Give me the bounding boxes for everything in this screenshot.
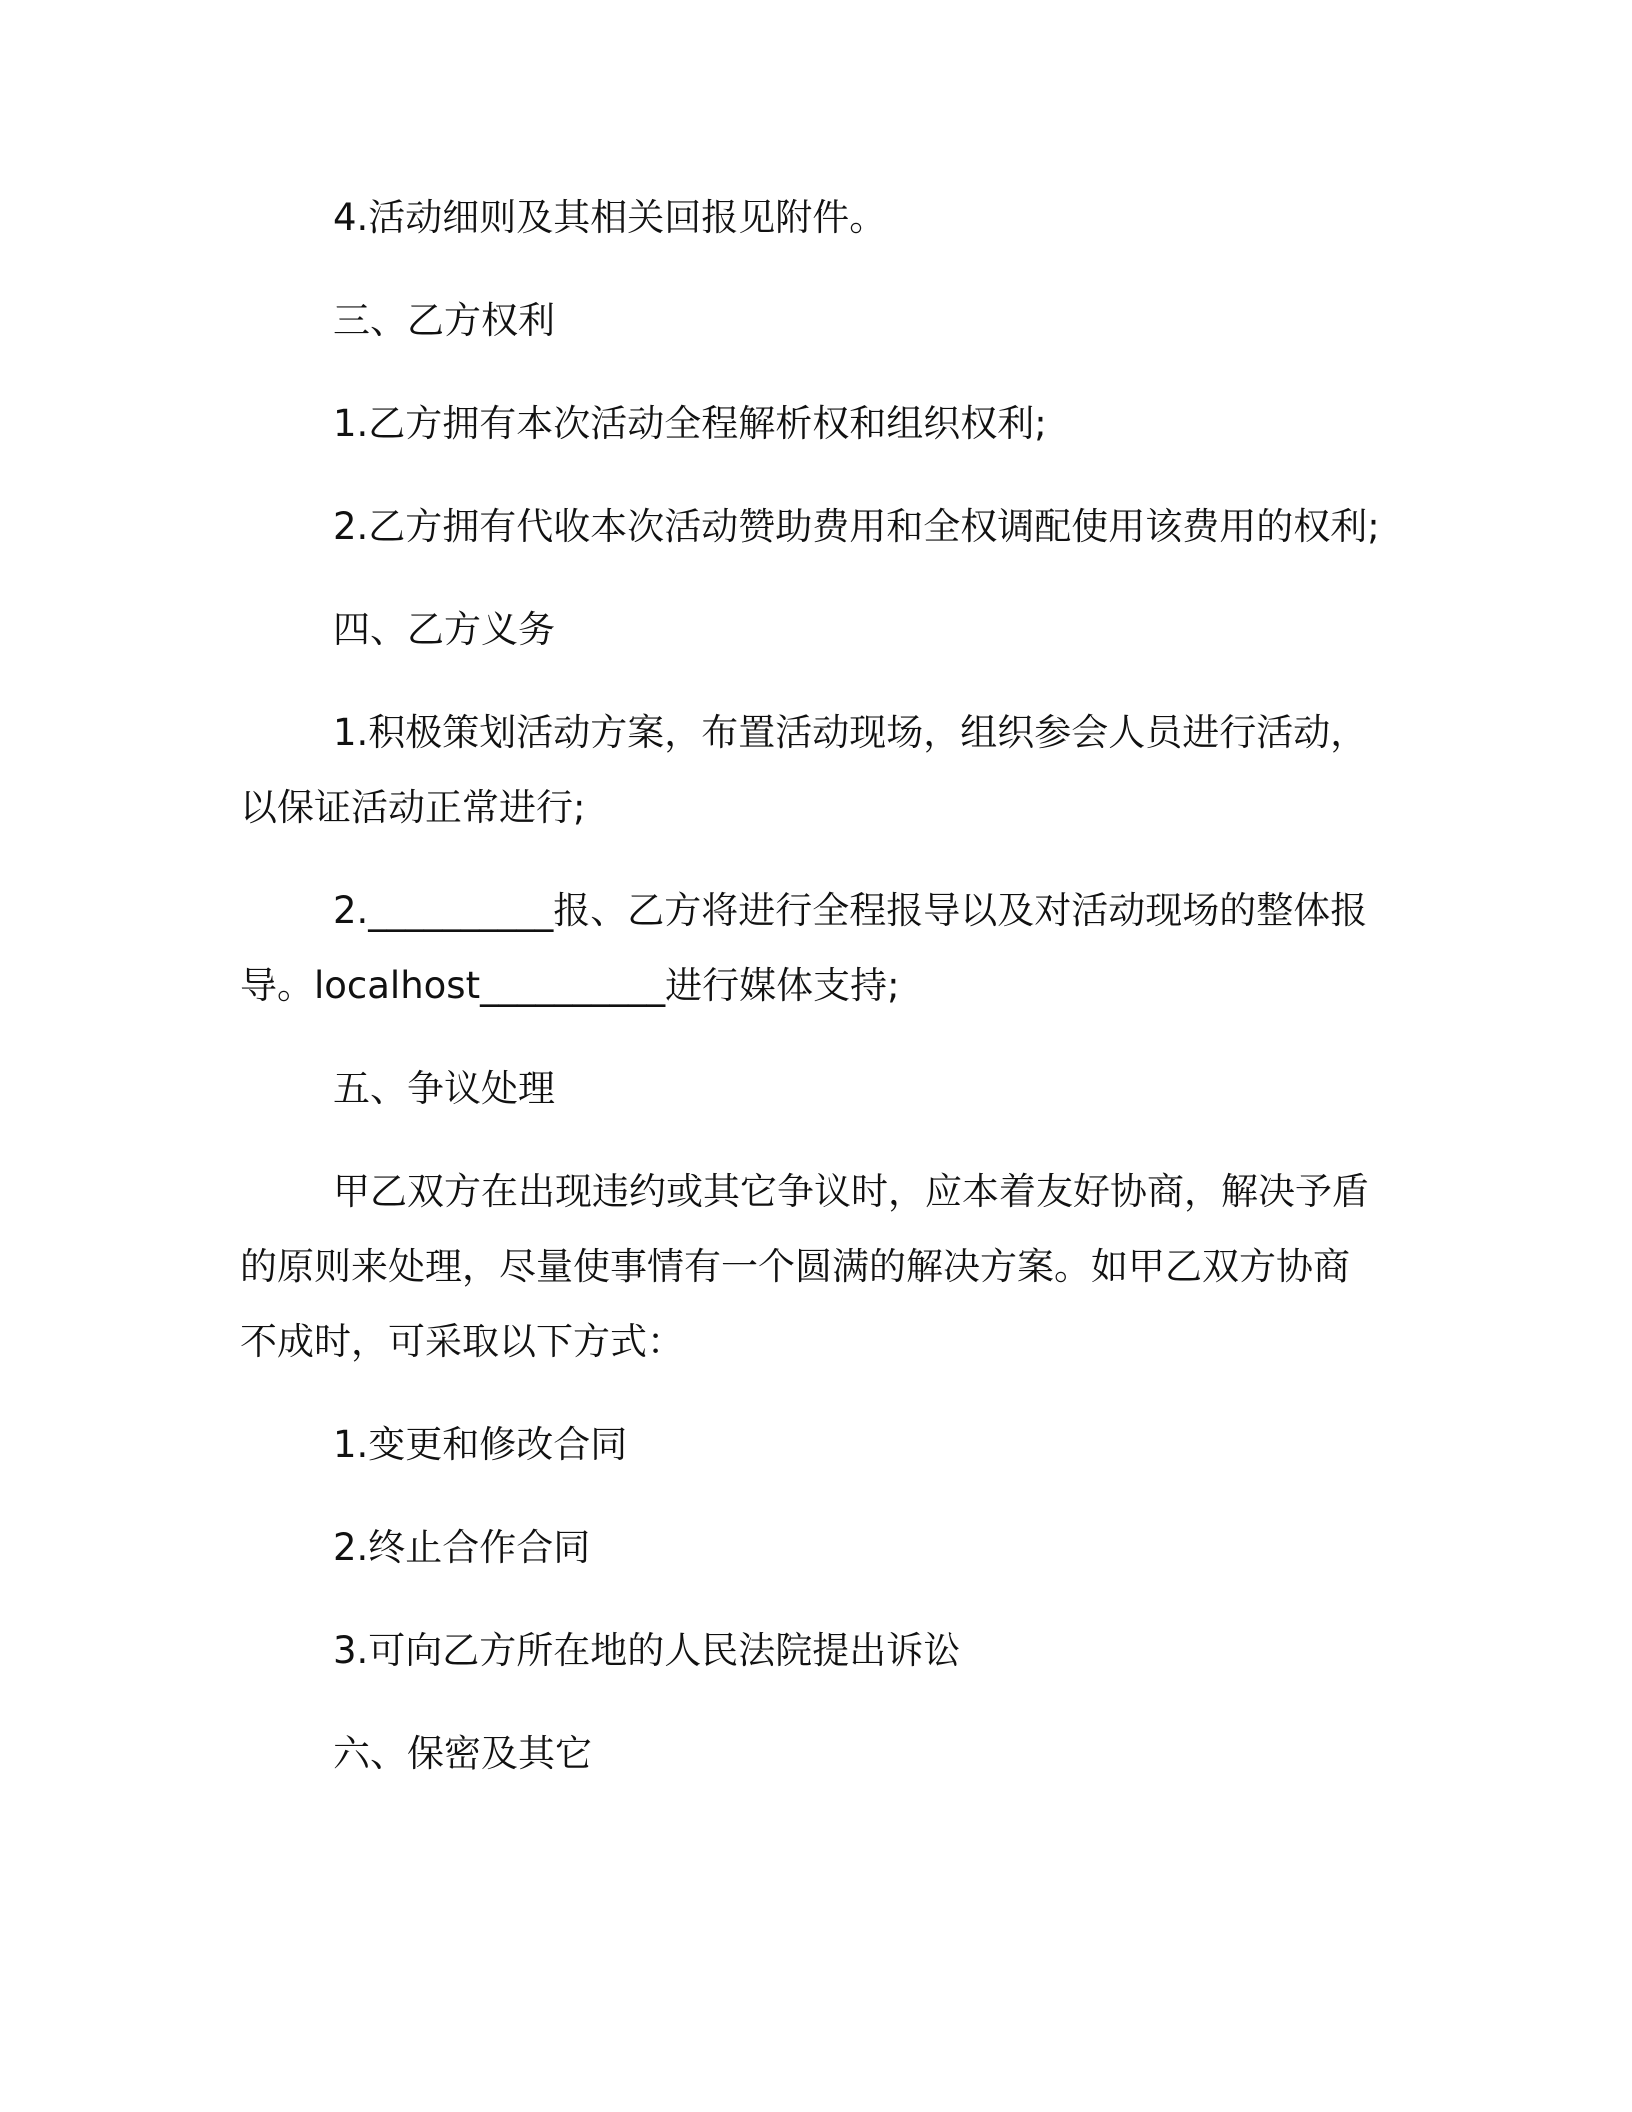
paragraph-line-continuation: 的原则来处理，尽量使事情有一个圆满的解决方案。如甲乙双方协商 bbox=[240, 1245, 1350, 1288]
clause-line: 2.终止合作合同 bbox=[333, 1526, 591, 1569]
clause-line: 2.__________报、乙方将进行全程报导以及对活动现场的整体报 bbox=[333, 889, 1368, 932]
section-heading: 六、保密及其它 bbox=[333, 1732, 592, 1775]
clause-line: 1.乙方拥有本次活动全程解析权和组织权利; bbox=[333, 402, 1047, 445]
clause-line: 4.活动细则及其相关回报见附件。 bbox=[333, 196, 887, 239]
section-heading: 五、争议处理 bbox=[333, 1067, 555, 1110]
clause-line: 2.乙方拥有代收本次活动赞助费用和全权调配使用该费用的权利; bbox=[333, 505, 1380, 548]
clause-line: 3.可向乙方所在地的人民法院提出诉讼 bbox=[333, 1629, 961, 1672]
paragraph-line: 甲乙双方在出现违约或其它争议时，应本着友好协商，解决予盾 bbox=[333, 1170, 1369, 1213]
section-heading: 四、乙方义务 bbox=[333, 608, 555, 651]
section-heading: 三、乙方权利 bbox=[333, 299, 555, 342]
clause-line: 1.积极策划活动方案，布置活动现场，组织参会人员进行活动， bbox=[333, 711, 1368, 754]
clause-line-continuation: 导。localhost__________进行媒体支持; bbox=[240, 964, 900, 1007]
clause-line-continuation: 以保证活动正常进行; bbox=[240, 786, 586, 829]
clause-line: 1.变更和修改合同 bbox=[333, 1423, 628, 1466]
paragraph-line-continuation: 不成时，可采取以下方式： bbox=[240, 1320, 684, 1363]
